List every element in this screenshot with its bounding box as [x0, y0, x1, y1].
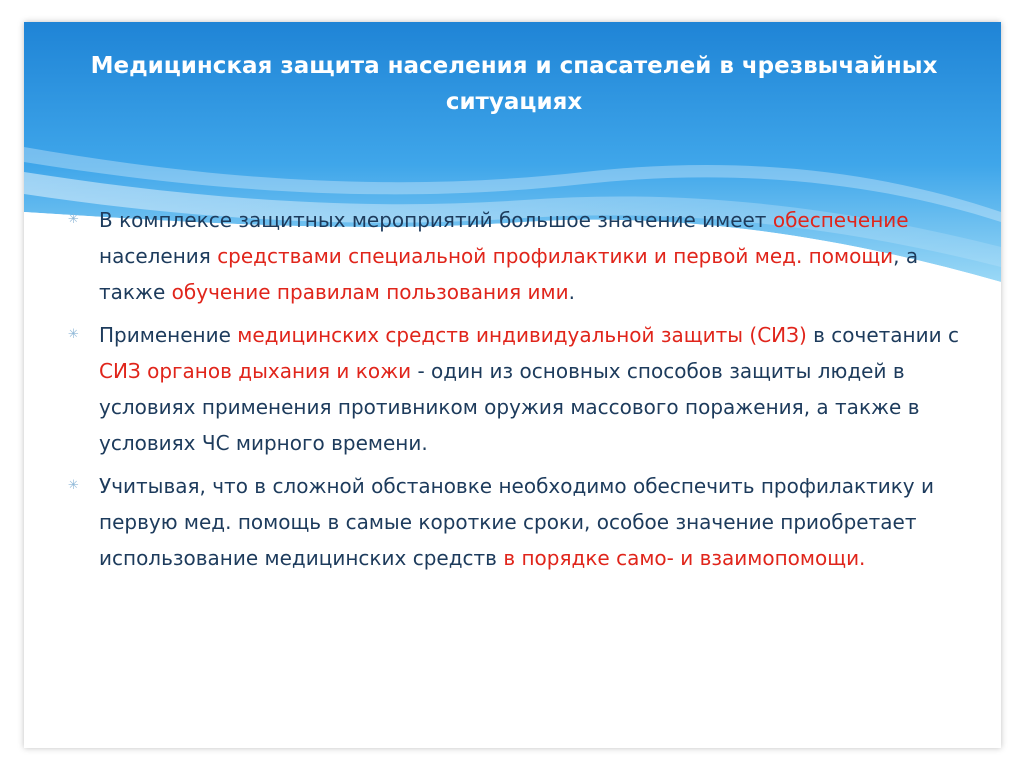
bullet-text: В комплексе защитных мероприятий большое значение имеет обеспечение населения средствами специальной профилактики и первой мед. помощи, а также обучение правилам пользования ими. [99, 208, 919, 304]
asterisk-icon: ✳ [68, 478, 79, 493]
bullet-item [68, 202, 968, 310]
bullet-item [68, 468, 968, 576]
bullet-text: Применение медицинских средств индивидуальной защиты (СИЗ) в сочетании с СИЗ органов дыхания и кожи - один из основных способов защиты людей в условиях применения противником оружия массового поражения, а также в условиях ЧС мирного времени. [99, 323, 959, 455]
asterisk-icon: ✳ [68, 212, 79, 227]
slide [24, 22, 1001, 748]
slide-title: Медицинская защита населения и спасателей в чрезвычайных ситуациях [90, 53, 938, 115]
bullet-text: Учитывая, что в сложной обстановке необходимо обеспечить профилактику и первую мед. помощь в самые короткие сроки, особое значение приобретает использование медицинских средств в порядке само- и взаимопомощи. [99, 474, 934, 570]
bullet-item [68, 317, 968, 461]
asterisk-icon: ✳ [68, 327, 79, 342]
bullet-list [68, 202, 968, 583]
